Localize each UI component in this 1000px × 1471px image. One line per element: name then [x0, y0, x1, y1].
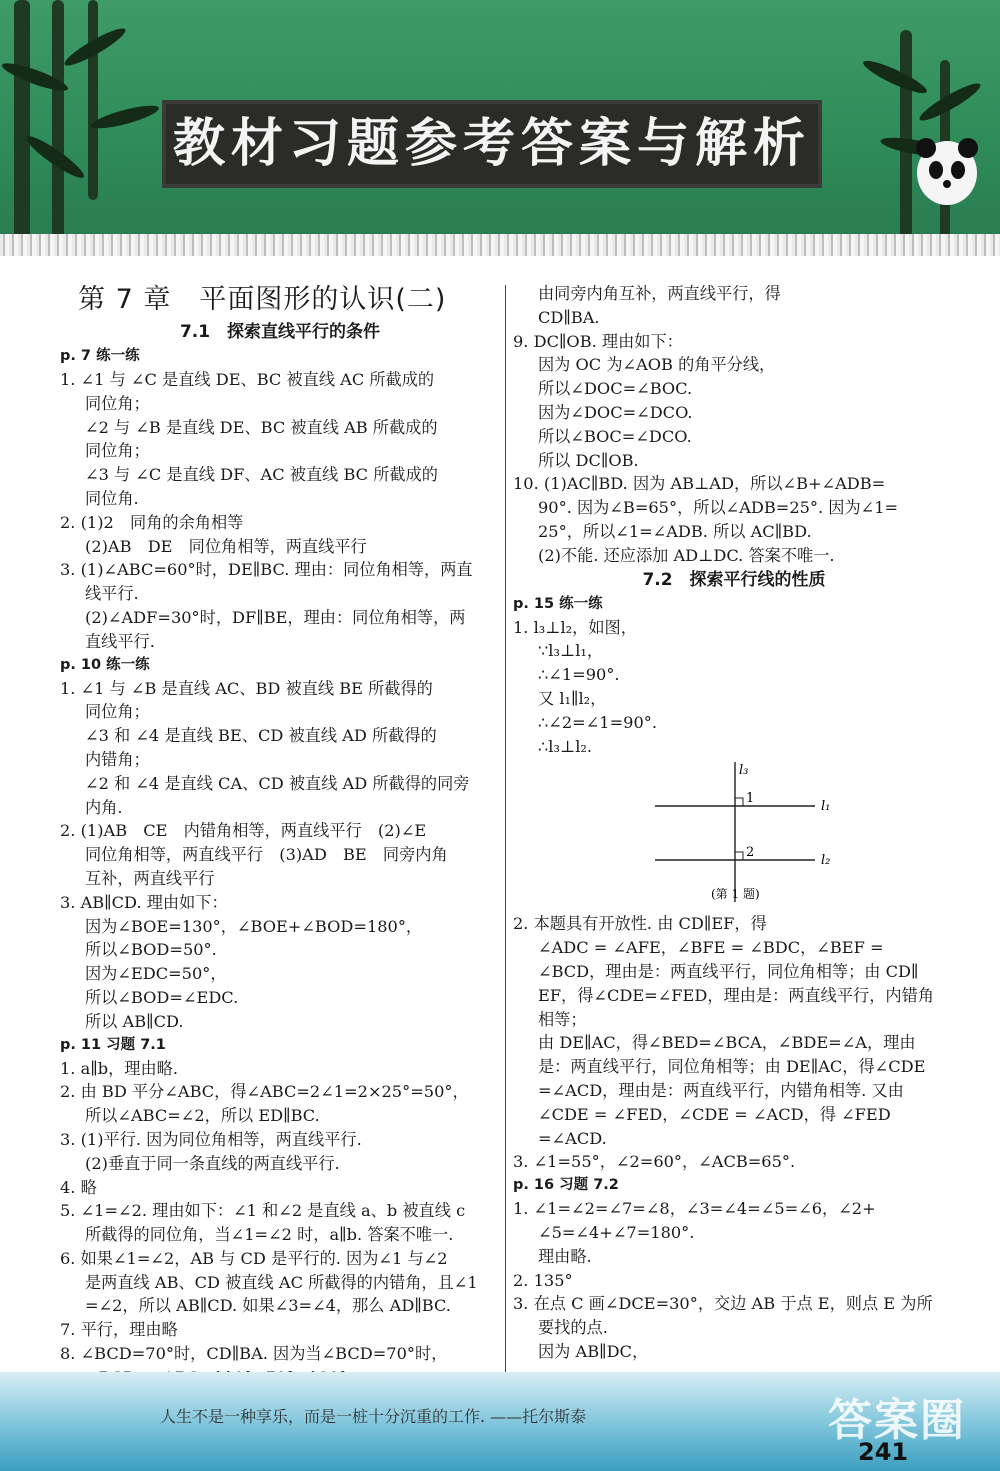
label-l2: l₂: [821, 853, 831, 869]
page-number: 241: [858, 1438, 909, 1466]
answer-line: 3. AB∥CD. 理由如下：: [60, 892, 228, 912]
answer-line: 5. ∠1=∠2. 理由如下：∠1 和∠2 是直线 a、b 被直线 c: [60, 1201, 466, 1221]
answer-line: ∴∠2=∠1=90°.: [538, 712, 657, 732]
answer-line: 6. 如果∠1=∠2，AB 与 CD 是平行的. 因为∠1 与∠2: [60, 1248, 448, 1268]
answer-line: 同位角.: [85, 488, 139, 508]
answer-line: 1. ∠1=∠2=∠7=∠8，∠3=∠4=∠5=∠6，∠2+: [513, 1199, 876, 1219]
bamboo-decoration: [88, 0, 98, 200]
answer-line: 内角.: [85, 797, 123, 817]
answer-line: 要找的点.: [538, 1318, 608, 1338]
answer-line: ∴∠1=90°.: [538, 665, 620, 685]
banner-title: 教材习题参考答案与解析: [172, 114, 811, 174]
answer-line: ∠5=∠4+∠7=180°.: [538, 1222, 695, 1242]
label-angle-1: 1: [746, 791, 755, 807]
exercise-heading: p. 10 练一练: [60, 656, 150, 673]
answer-line: 7. 平行，理由略: [60, 1320, 178, 1340]
answer-line: 因为∠BOE=130°，∠BOE+∠BOD=180°，: [85, 916, 423, 936]
sketch-border: [0, 234, 1000, 256]
answer-line: 所以 AB∥CD.: [85, 1011, 184, 1031]
answer-line: 2. 135°: [513, 1270, 573, 1290]
bamboo-decoration: [52, 0, 64, 250]
answer-line: (2)不能. 还应添加 AD⊥DC. 答案不唯一.: [538, 545, 835, 565]
answer-line: 又 l₁∥l₂，: [538, 688, 607, 708]
section-title-7-2: 7.2 探索平行线的性质: [642, 569, 826, 590]
answer-line: 所以∠ABC=∠2，所以 ED∥BC.: [85, 1106, 320, 1126]
exercise-heading: p. 15 练一练: [513, 595, 603, 612]
answer-line: 2. (1)AB CE 内错角相等，两直线平行 (2)∠E: [60, 821, 427, 841]
answer-line: (2)AB DE 同位角相等，两直线平行: [85, 536, 367, 556]
answer-line: 90°. 因为∠B=65°，所以∠ADB=25°. 因为∠1=: [538, 498, 899, 518]
header-banner: [0, 0, 1000, 250]
answer-line: 3. (1)∠ABC=60°时，DE∥BC. 理由：同位角相等，两直: [60, 560, 473, 580]
answer-line: 因为 OC 为∠AOB 的角平分线，: [538, 355, 776, 375]
answer-line: 同位角；: [85, 441, 150, 461]
answer-line: 1. ∠1 与 ∠B 是直线 AC、BD 被直线 BE 所截得的: [60, 678, 433, 698]
answer-line: (2)垂直于同一条直线的两直线平行.: [85, 1153, 340, 1173]
answer-line: =∠ACD，理由是：两直线平行，内错角相等. 又由: [538, 1080, 904, 1100]
answer-line: 2. 由 BD 平分∠ABC，得∠ABC=2∠1=2×25°=50°，: [60, 1082, 469, 1102]
answer-line: 所以∠BOD=∠EDC.: [85, 987, 239, 1007]
answer-line: 由同旁内角互补，两直线平行，得: [538, 284, 781, 303]
answer-line: 同位角；: [85, 702, 150, 722]
answer-line: 2. (1)2 同角的余角相等: [60, 512, 244, 532]
label-l1: l₁: [821, 799, 831, 815]
answer-line: 3. 在点 C 画∠DCE=30°，交边 AB 于点 E，则点 E 为所: [513, 1294, 933, 1314]
title-box: [162, 100, 822, 188]
answer-line: =∠ACD.: [538, 1128, 607, 1148]
answer-line: 所以∠DOC=∠BOC.: [538, 379, 693, 399]
answer-line: 因为 AB∥DC，: [538, 1341, 649, 1361]
answer-line: ∠BCD，理由是：两直线平行，同位角相等；由 CD∥: [538, 961, 919, 981]
answer-line: 10. (1)AC∥BD. 因为 AB⊥AD，所以∠B+∠ADB=: [513, 474, 886, 494]
answer-line: 直线平行.: [85, 631, 155, 651]
answer-line: 互补，两直线平行: [85, 868, 215, 888]
perpendicular-lines-diagram: [513, 762, 955, 912]
figure-caption: (第 1 题): [711, 887, 760, 902]
panda-icon: [908, 118, 986, 208]
chapter-title: 第 7 章 平面图形的认识(二): [78, 284, 447, 315]
exercise-heading: p. 11 习题 7.1: [60, 1036, 166, 1053]
column-divider: [505, 285, 506, 1375]
answer-line: =∠2，所以 AB∥CD. 如果∠3=∠4，那么 AD∥BC.: [85, 1296, 451, 1316]
answer-line: 内错角；: [85, 749, 150, 769]
answer-line: 1. ∠1 与 ∠C 是直线 DE、BC 被直线 AC 所截成的: [60, 370, 435, 389]
label-l3: l₃: [739, 763, 749, 779]
right-answer-lines-top: [513, 282, 955, 568]
answer-line: ∠2 与 ∠B 是直线 DE、BC 被直线 AB 所截成的: [85, 417, 438, 437]
section-title: 7.1 探索直线平行的条件: [179, 322, 381, 342]
answer-line: 2. 本题具有开放性. 由 CD∥EF，得: [513, 914, 767, 934]
answer-line: 8. ∠BCD=70°时，CD∥BA. 因为当∠BCD=70°时，: [60, 1344, 448, 1364]
answer-line: 3. ∠1=55°，∠2=60°，∠ACB=65°.: [513, 1152, 796, 1172]
answer-line: ∠ADC = ∠AFE，∠BFE = ∠BDC，∠BEF =: [538, 938, 884, 958]
answer-line: 线平行.: [85, 584, 139, 604]
right-column: [513, 282, 955, 1364]
answer-line: CD∥BA.: [538, 307, 600, 327]
answer-line: ∠CDE = ∠FED，∠CDE = ∠ACD，得 ∠FED: [538, 1104, 891, 1124]
answer-line: 1. l₃⊥l₂，如图，: [513, 617, 637, 637]
watermark: 答案圈: [828, 1395, 966, 1446]
answer-line: 1. a∥b，理由略.: [60, 1058, 178, 1078]
answer-line: 25°，所以∠1=∠ADB. 所以 AC∥BD.: [538, 521, 812, 541]
footer-quote: 人生不是一种享乐，而是一桩十分沉重的工作. ——托尔斯泰: [160, 1407, 587, 1426]
answer-line: 所截得的同位角，当∠1=∠2 时，a∥b. 答案不唯一.: [85, 1225, 454, 1245]
answer-line: 9. DC∥OB. 理由如下：: [513, 331, 683, 351]
answer-line: 是两直线 AB、CD 被直线 AC 所截得的内错角，且∠1: [85, 1272, 478, 1292]
answer-line: 3. (1)平行. 因为同位角相等，两直线平行.: [60, 1129, 362, 1149]
answer-line: 同位角相等，两直线平行 (3)AD BE 同旁内角: [85, 845, 448, 865]
left-answer-lines: [60, 345, 500, 1390]
right-answer-lines-mid: [513, 593, 955, 759]
answer-line: 因为∠EDC=50°，: [85, 964, 227, 984]
answer-line: ∠3 和 ∠4 是直线 BE、CD 被直线 AD 所截得的: [85, 726, 437, 746]
answer-line: 因为∠DOC=∠DCO.: [538, 402, 693, 422]
label-angle-2: 2: [746, 845, 755, 861]
left-column: [60, 282, 500, 1390]
exercise-heading: p. 16 习题 7.2: [513, 1177, 619, 1194]
answer-line: 是：两直线平行，同位角相等；由 DE∥AC，得∠CDE: [538, 1057, 926, 1077]
answer-line: (2)∠ADF=30°时，DF∥BE，理由：同位角相等，两: [85, 607, 466, 627]
answer-line: EF，得∠CDE=∠FED，理由是：两直线平行，内错角: [538, 985, 934, 1005]
answer-line: 4. 略: [60, 1177, 97, 1197]
answer-line: 所以∠BOD=50°.: [85, 940, 217, 960]
answer-line: ∴l₃⊥l₂.: [538, 736, 593, 756]
answer-line: ∠2 和 ∠4 是直线 CA、CD 被直线 AD 所截得的同旁: [85, 773, 470, 793]
bamboo-decoration: [14, 0, 30, 250]
answer-line: 所以 DC∥OB.: [538, 450, 639, 470]
right-answer-lines-bottom: [513, 912, 955, 1363]
answer-line: ∠3 与 ∠C 是直线 DF、AC 被直线 BC 所截成的: [85, 465, 438, 485]
answer-line: 由 DE∥AC，得∠BED=∠BCA，∠BDE=∠A，理由: [538, 1033, 916, 1053]
answer-line: ∵l₃⊥l₁，: [538, 641, 604, 661]
exercise-heading: p. 7 练一练: [60, 348, 140, 364]
figure-problem-1: [513, 762, 955, 912]
answer-line: 相等；: [538, 1009, 587, 1029]
answer-line: 同位角；: [85, 393, 150, 413]
answer-line: 理由略.: [538, 1246, 592, 1266]
answer-line: 所以∠BOC=∠DCO.: [538, 426, 692, 446]
